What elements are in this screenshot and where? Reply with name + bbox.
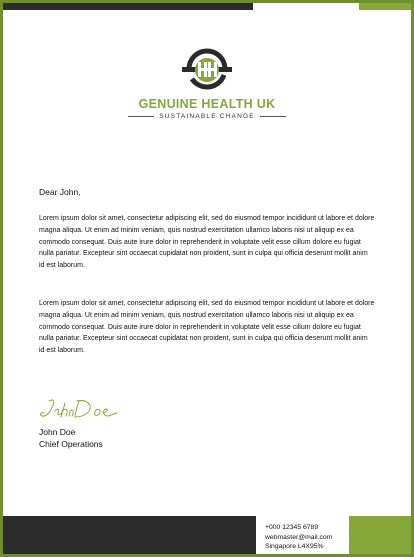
contact-email: webmaster@mail.com [265,533,333,541]
tagline-row [3,113,411,120]
company-name: GENUINE HEALTH UK [138,97,276,111]
contact-block [265,523,332,552]
contact-address: Singapore L4X95% [265,543,324,551]
gh-monogram-logo [181,45,233,93]
tagline-rule-right [260,116,286,117]
bottom-green-shape [349,516,411,554]
sender-title: Chief Operations [39,439,103,449]
tagline-rule-left [128,116,154,117]
bottom-dark-bar [3,516,256,554]
company-tagline: SUSTAINABLE CHANGE [159,113,255,120]
letter-salutation: Dear John, [39,187,81,197]
handwritten-signature [39,397,129,421]
top-dark-bar [3,3,253,10]
letter-paragraph-1: Lorem ipsum dolor sit amet, consectetur adipiscing elit, sed do eiusmod tempor incididunt ut labore et dolore magna aliqua. Ut enim ad minim veniam, quis nostrud exercitation ullamco laboris nisi ut aliquip ex ea commodo consequat. Duis aute irure dolor in reprehenderit in voluptate velit esse cillum dolore eu fugiat nulla pariatur. Excepteur sint occaecat cupidatat non proident, sunt in culpa qui officia deserunt mollit anim id est laborum. [39,215,375,270]
top-green-bar [359,3,414,10]
contact-phone: +000 12345 6789 [265,524,319,531]
sender-name: John Doe [39,427,76,437]
letter-paragraph-2: Lorem ipsum dolor sit amet, consectetur adipiscing elit, sed do eiusmod tempor incididunt ut labore et dolore magna aliqua. Ut enim ad minim veniam, quis nostrud exercitation ullamco laboris nisi ut aliquip ex ea commodo consequat. Duis aute irure dolor in reprehenderit in voluptate velit esse cillum dolore eu fugiat nulla pariatur. Excepteur sint occaecat cupidatat non proident, sunt in culpa qui officia deserunt mollit anim id est laborum. [39,300,375,355]
